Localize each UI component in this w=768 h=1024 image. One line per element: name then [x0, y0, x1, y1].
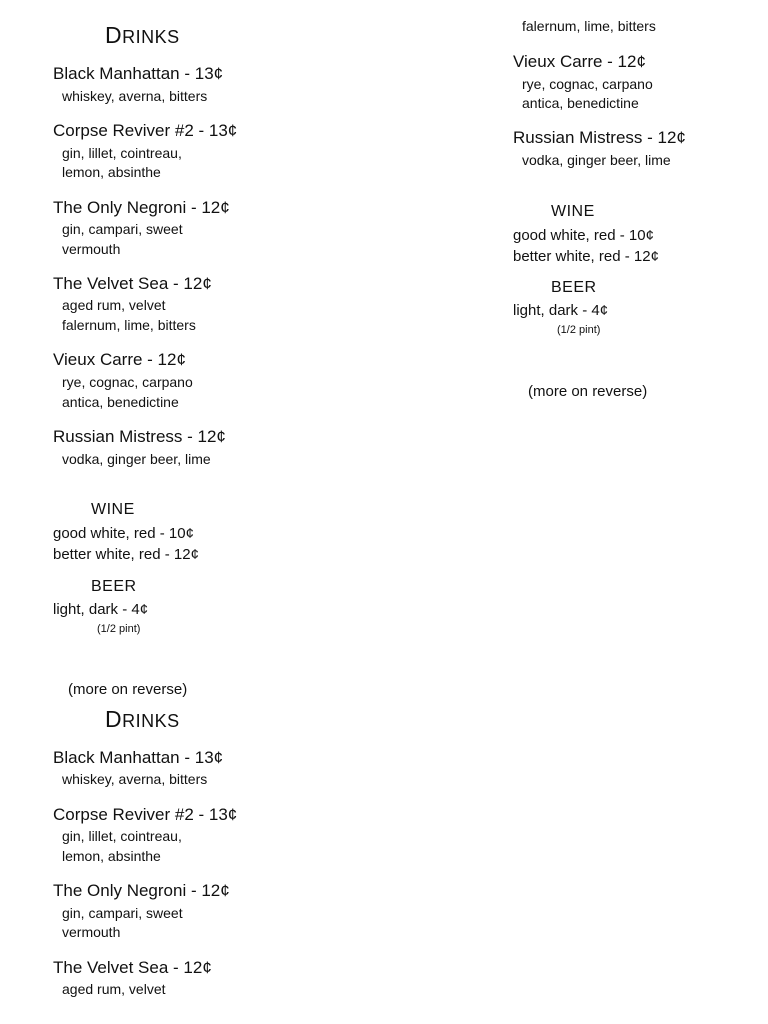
wine-line: good white, red - 10¢: [53, 525, 194, 542]
cocktail-name: Black Manhattan - 13¢: [53, 748, 224, 767]
beer-heading: BEER: [91, 578, 137, 595]
cocktail-name: Black Manhattan - 13¢: [53, 64, 224, 83]
cocktail-desc: gin, lillet, cointreau,: [62, 145, 182, 161]
cocktail-desc: vermouth: [62, 924, 121, 940]
cocktail-name: Vieux Carre - 12¢: [53, 350, 186, 369]
cocktail-desc: vermouth: [62, 241, 121, 257]
menu-heading: DRINKS: [105, 706, 180, 732]
menu-heading: DRINKS: [105, 22, 180, 48]
cocktail-name: Russian Mistress - 12¢: [53, 427, 226, 446]
cocktail-desc: aged rum, velvet: [62, 297, 166, 313]
cocktail-desc: rye, cognac, carpano: [62, 374, 193, 390]
cocktail-name: Corpse Reviver #2 - 13¢: [53, 121, 238, 140]
wine-line: good white, red - 10¢: [513, 227, 654, 244]
cocktail-desc: vodka, ginger beer, lime: [522, 152, 671, 168]
cocktail-desc: whiskey, averna, bitters: [62, 88, 208, 104]
cocktail-name: The Only Negroni - 12¢: [53, 881, 230, 900]
beer-line: light, dark - 4¢: [513, 302, 609, 319]
cocktail-desc: antica, benedictine: [522, 95, 639, 111]
cocktail-name: The Velvet Sea - 12¢: [53, 274, 212, 293]
cocktail-name: The Velvet Sea - 12¢: [53, 958, 212, 977]
cocktail-name: Corpse Reviver #2 - 13¢: [53, 805, 238, 824]
cocktail-name: Russian Mistress - 12¢: [513, 128, 686, 147]
cocktail-desc: gin, lillet, cointreau,: [62, 828, 182, 844]
wine-line: better white, red - 12¢: [513, 248, 659, 265]
cocktail-desc: gin, campari, sweet: [62, 905, 183, 921]
beer-heading: BEER: [551, 279, 597, 296]
cocktail-desc: antica, benedictine: [62, 394, 179, 410]
cocktail-desc: falernum, lime, bitters: [62, 317, 196, 333]
cocktail-desc: whiskey, averna, bitters: [62, 771, 208, 787]
cocktail-desc: gin, campari, sweet: [62, 221, 183, 237]
beer-note: (1/2 pint): [97, 623, 141, 635]
cocktail-desc: aged rum, velvet: [62, 981, 166, 997]
wine-line: better white, red - 12¢: [53, 546, 199, 563]
cocktail-name: Vieux Carre - 12¢: [513, 52, 646, 71]
cocktail-name: The Only Negroni - 12¢: [53, 198, 230, 217]
cocktail-desc: vodka, ginger beer, lime: [62, 451, 211, 467]
beer-note: (1/2 pint): [557, 324, 601, 336]
cocktail-desc: lemon, absinthe: [62, 848, 161, 864]
more-on-reverse: (more on reverse): [528, 383, 648, 400]
cocktail-desc: lemon, absinthe: [62, 164, 161, 180]
cocktail-desc: falernum, lime, bitters: [522, 18, 656, 34]
wine-heading: WINE: [91, 501, 135, 518]
wine-heading: WINE: [551, 203, 595, 220]
more-on-reverse: (more on reverse): [68, 681, 188, 698]
cocktail-desc: rye, cognac, carpano: [522, 76, 653, 92]
beer-line: light, dark - 4¢: [53, 601, 149, 618]
